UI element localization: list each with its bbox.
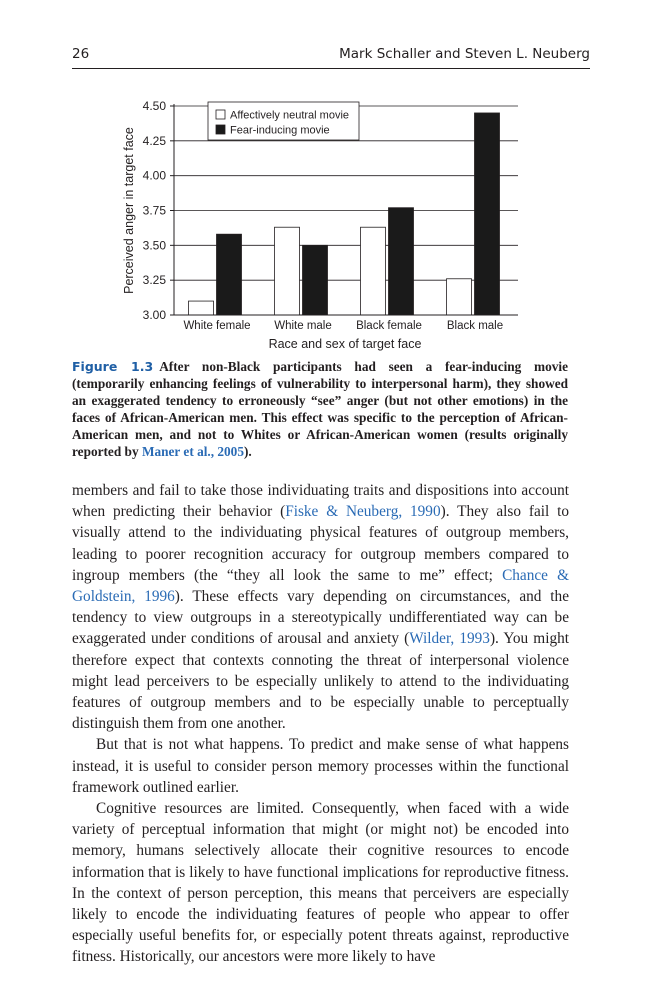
y-tick-label: 3.50 [142,238,166,253]
caption-citation-link[interactable]: Maner et al., 2005 [141,444,244,459]
y-tick-label: 3.00 [142,308,166,322]
bar [217,234,242,315]
paragraph-1-text-d: ). You might therefore expect that contexts connoting the threat of interpersonal violence might lead perceivers to be especially unlikely to attend to the individuating features of outgroup members and to be especially unable to perceptually distinguish them from one another. [72,630,569,733]
paragraph-1 [72,480,569,734]
y-tick-label: 4.50 [142,99,166,113]
paragraph-3: Cognitive resources are limited. Consequently, when faced with a wide variety of perceptual information that might (or might not) be encoded into memory, humans selectively allocate their cognitive resources to encode information that is likely to have functional implications for reproductive fitness. In the context of person perception, this means that perceivers are especially likely to encode the individuating features of people who appear to offer especially useful benefits for, or especially potent threats against, reproductive fitness. Historically, our ancestors were more likely to have [72,800,569,966]
bar [189,301,214,315]
bar [447,279,472,315]
citation-link-chance[interactable]: Chance & Goldstein, 1996 [72,566,570,606]
caption-text: After non-Black participants had seen a fear-inducing movie (temporarily enhancing feelings of vulnerability to interpersonal harm), they showed an exaggerated tendency to erroneously “see” anger (but not other emotions) in the faces of African-American men. This effect was specific to the perception of African-American men, and not to Whites or African-American women (results originally reported by [72,359,569,459]
bar-chart-figure [100,90,540,355]
body-text [72,480,569,968]
x-axis-title: Race and sex of target face [268,337,422,351]
y-tick-label: 3.25 [142,273,166,288]
legend-swatch [216,110,225,119]
running-head-authors: Mark Schaller and Steven L. Neuberg [339,46,590,62]
y-tick-label: 3.75 [142,203,166,218]
bar [275,227,300,315]
x-tick-label: White female [183,320,251,332]
legend-label: Fear-inducing movie [230,124,330,137]
caption-end: ). [243,444,252,459]
y-axis-title: Perceived anger in target face [122,127,136,294]
paragraph-2: But that is not what happens. To predict and make sense of what happens instead, it is useful to consider person memory processes within the functional framework outlined earlier. [72,736,569,796]
paragraph-1-text-c: ). These effects vary depending on circumstances, and the tendency to view outgroups in a stereotypically undifferentiated way can be exaggerated under conditions of arousal and anxiety ( [72,588,569,648]
x-tick-label: Black male [446,320,504,332]
x-tick-label: Black female [356,320,422,332]
y-tick-label: 4.25 [142,133,166,148]
bar-chart [100,90,540,355]
citation-link-fiske[interactable]: Fiske & Neuberg, 1990 [285,503,441,521]
citation-link-wilder[interactable]: Wilder, 1993 [409,630,490,648]
paragraph-1-text-b: ). They also fail to visually attend to the individuating physical features of outgroup members, leading to poorer recognition accuracy for outgroup members compared to ingroup members (the “they all look the same to me” effect; [72,503,570,584]
bar [303,245,328,315]
page-number: 26 [72,46,90,62]
x-tick-label: White male [274,320,332,332]
legend-label: Affectively neutral movie [230,109,350,122]
bar [389,208,414,315]
legend-swatch [216,125,225,134]
figure-label: Figure 1.3 [72,359,154,374]
running-head [72,44,590,69]
y-tick-label: 4.00 [142,168,166,183]
figure-caption [72,358,568,460]
bar [475,113,500,315]
paragraph-1-text-a: members and fail to take those individuating traits and dispositions into account when predicting their behavior ( [72,482,569,521]
bar [361,227,386,315]
